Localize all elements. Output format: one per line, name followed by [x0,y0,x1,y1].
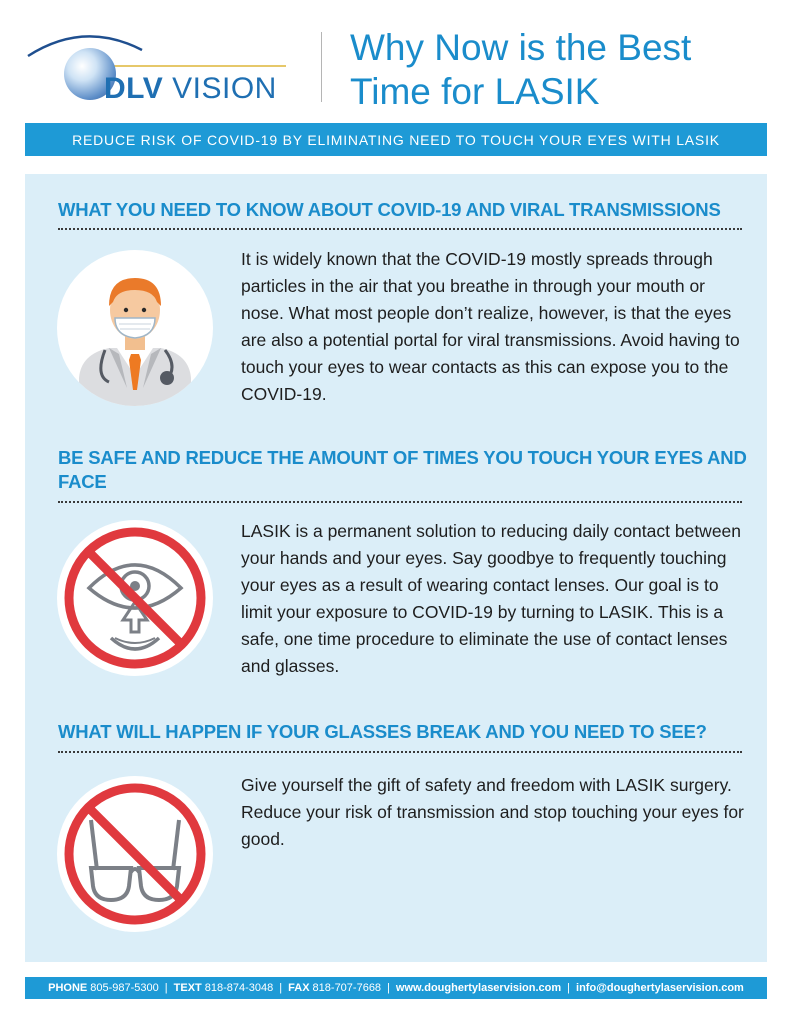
dlv-vision-logo [24,28,294,108]
fax-number: 818-707-7668 [312,982,382,994]
footer-separator: | [279,982,283,994]
section-body-glasses: Give yourself the gift of safety and freedom with LASIK surgery. Reduce your risk of transmission and stop touching your eyes for good. [241,775,744,849]
email-link[interactable]: info@doughertylaservision.com [576,982,744,994]
no-contact-lens-icon [57,520,213,676]
fax-label: FAX [288,982,310,994]
section-heading-safety: BE SAFE AND REDUCE THE AMOUNT OF TIMES YOU TOUCH YOUR EYES AND FACE [58,447,747,492]
logo-bold-text: DLV [104,72,164,105]
text-label: TEXT [173,982,202,994]
text-number[interactable]: 818-874-3048 [204,982,274,994]
dotted-divider [58,228,742,230]
footer-separator: | [567,982,571,994]
banner-text: REDUCE RISK OF COVID-19 BY ELIMINATING NEED TO TOUCH YOUR EYES WITH LASIK [72,131,720,148]
no-glasses-icon [57,776,213,932]
phone-label: PHONE [48,982,88,994]
dotted-divider [58,751,742,753]
dotted-divider [58,501,742,503]
page-title: Why Now is the Best Time for LASIK [350,27,692,112]
footer-separator: | [387,982,390,994]
section-heading-covid: WHAT YOU NEED TO KNOW ABOUT COVID-19 AND VIRAL TRANSMISSIONS [58,199,721,220]
section-body-safety: LASIK is a permanent solution to reducing daily contact between your hands and your eyes. Say goodbye to frequently touching your eyes as a result of wearing contact lenses. Our goal is to limit your exposure to COVID-19 by turning to LASIK. This is a safe, one time procedure to eliminate the use of contact lenses and glasses. [241,521,742,676]
footer-separator: | [164,982,168,994]
content-panel [25,174,767,962]
banner [25,123,767,156]
phone-number[interactable]: 805-987-5300 [90,982,159,994]
logo-wordmark [104,72,277,106]
doctor-icon [57,250,213,406]
logo-rest-text: VISION [172,72,277,105]
header-divider [321,32,322,102]
section-body-covid: It is widely known that the COVID-19 mostly spreads through particles in the air that you breathe in through your mouth or nose. What most people don’t realize, however, is that the eyes are also a potential portal for viral transmissions. Avoid having to touch your eyes to wear contacts as this can expose you to the COVID-19. [241,249,740,404]
website-link[interactable]: www.doughertylaservision.com [395,982,562,994]
section-heading-glasses: WHAT WILL HAPPEN IF YOUR GLASSES BREAK AND YOU NEED TO SEE? [58,721,707,742]
contact-footer [25,977,767,999]
